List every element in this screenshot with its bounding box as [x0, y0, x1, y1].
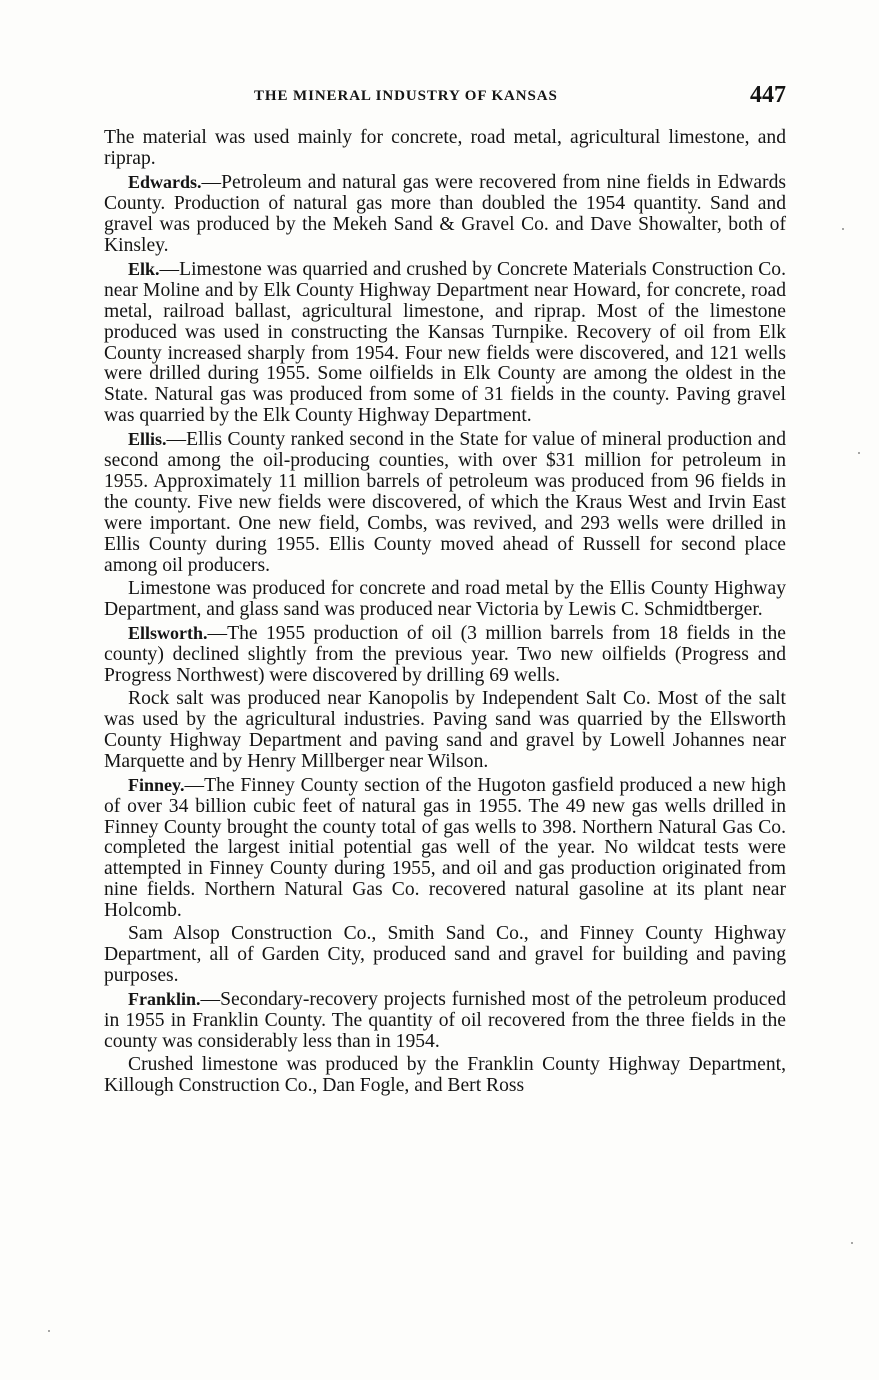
paragraph: [104, 623, 786, 687]
scan-speck: [48, 1330, 50, 1332]
paragraph-text: Crushed limestone was produced by the Franklin County Highway Department, Killough Construction Co., Dan Fogle, and Bert Ross: [104, 1053, 786, 1096]
paragraph-text: Limestone was produced for concrete and road metal by the Ellis County Highway Department, and glass sand was produced near Victoria by Lewis C. Schmidtberger.: [104, 578, 786, 620]
page-number: 447: [750, 82, 786, 108]
paragraph-text: The material was used mainly for concrete, road metal, agricultural limestone, and riprap.: [104, 127, 786, 169]
paragraph: [104, 128, 786, 170]
body-text: [104, 128, 786, 1097]
paragraph-text: —The 1955 production of oil (3 million barrels from 18 fields in the county) declined slightly from the previous year. Two new oilfields (Progress and Progress Northwest) were discovered by drilling 69 wells.: [104, 622, 786, 686]
county-heading-finney: Finney.: [128, 774, 185, 795]
running-head: [104, 84, 786, 112]
paragraph: [104, 989, 786, 1053]
paragraph: [104, 172, 786, 257]
paragraph-text: Rock salt was produced near Kanopolis by Independent Salt Co. Most of the salt was used by the agricultural industries. Paving sand was quarried by the Ellsworth County Highway Department and paving sand and gravel by Lowell Johannes near Marquette and by Henry Millberger near Wilson.: [104, 687, 786, 772]
scan-speck: [842, 228, 844, 230]
paragraph: [104, 775, 786, 923]
paragraph: [104, 689, 786, 773]
county-heading-edwards: Edwards.: [128, 171, 202, 192]
paragraph-text: —The Finney County section of the Hugoton gasfield produced a new high of over 34 billion cubic feet of natural gas in 1955. The 49 new gas wells drilled in Finney County brought the county total of gas wells to 398. Northern Natural Gas Co. completed the largest initial potential gas well of the year. No wildcat tests were attempted in Finney County during 1955, and oil and gas production originated from nine fields. Northern Natural Gas Co. recovered natural gasoline at its plant near Holcomb.: [104, 774, 786, 922]
paragraph: [104, 429, 786, 577]
paragraph-text: —Petroleum and natural gas were recovered from nine fields in Edwards County. Production of natural gas more than doubled the 1954 quantity. Sand and gravel was produced by the Mekeh Sand & Gravel Co. and Dave Showalter, both of Kinsley.: [104, 171, 786, 256]
county-heading-franklin: Franklin.: [128, 989, 201, 1010]
running-title: THE MINERAL INDUSTRY OF KANSAS: [254, 88, 558, 104]
county-heading-ellis: Ellis.: [128, 429, 167, 450]
paragraph: [104, 924, 786, 987]
scan-speck: [851, 1242, 853, 1244]
paragraph-text: —Ellis County ranked second in the State for value of mineral production and second among the oil-producing counties, with over $31 million for petroleum in 1955. Approximately 11 million barrels of petroleum was produced from 96 fields in the county. Five new fields were discovered, of which the Kraus West and Irvin East were important. One new field, Combs, was revived, and 293 wells were drilled in Ellis County during 1955. Ellis County moved ahead of Russell for second place among oil producers.: [104, 429, 786, 577]
county-heading-elk: Elk.: [128, 258, 160, 279]
scan-speck: [858, 452, 860, 454]
paragraph-text: —Limestone was quarried and crushed by Concrete Materials Construction Co. near Moline and by Elk County Highway Department near Howard, for concrete, road metal, railroad ballast, agricultural limestone, and riprap. Most of the limestone produced was used in constructing the Kansas Turnpike. Recovery of oil from Elk County increased sharply from 1954. Four new fields were discovered, and 121 wells were drilled during 1955. Some oilfields in Elk County are among the oldest in the State. Natural gas was produced from some of 31 fields in the county. Paving gravel was quarried by the Elk County Highway Department.: [104, 258, 786, 427]
paragraph-text: —Secondary-recovery projects furnished most of the petroleum produced in 1955 in Franklin County. The quantity of oil recovered from the three fields in the county was considerably less than in 1954.: [104, 989, 786, 1053]
paragraph-text: Sam Alsop Construction Co., Smith Sand Co., and Finney County Highway Department, all of Garden City, produced sand and gravel for building and paving purposes.: [104, 923, 786, 987]
paragraph: [104, 1055, 786, 1097]
paragraph: [104, 579, 786, 621]
county-heading-ellsworth: Ellsworth.: [128, 622, 208, 643]
paragraph: [104, 259, 786, 428]
